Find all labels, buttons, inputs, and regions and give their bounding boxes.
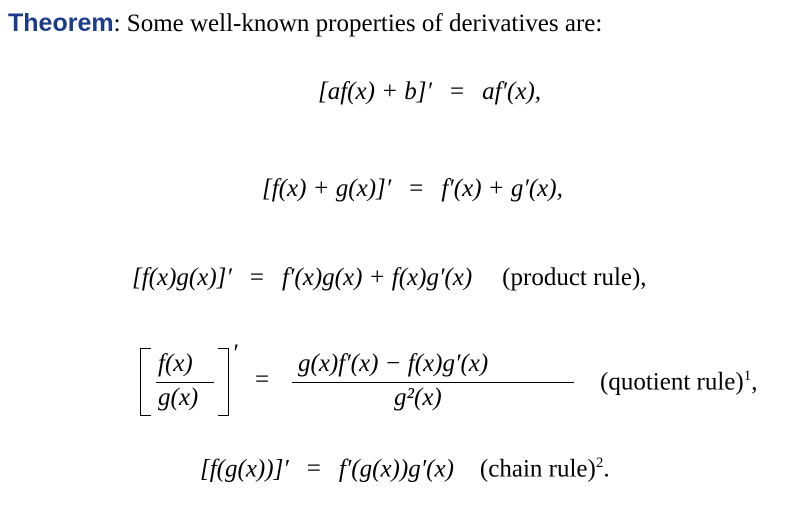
quotient-equals: = xyxy=(255,366,270,393)
chain-lhs: [f(g(x))]′ xyxy=(200,455,289,483)
equation-sum-rule xyxy=(262,175,563,203)
product-rule-note: (product rule), xyxy=(502,264,647,291)
linearity-equals: = xyxy=(450,78,465,105)
sum-rhs: f′(x) + g′(x), xyxy=(441,175,563,202)
product-lhs: [f(x)g(x)]′ xyxy=(132,264,232,291)
equation-chain-rule xyxy=(200,455,610,483)
quotient-rhs-fraction-bar xyxy=(292,382,574,383)
right-bracket xyxy=(218,348,229,416)
chain-rule-note: (chain rule) xyxy=(479,455,596,483)
quotient-note-group xyxy=(600,368,757,396)
sum-lhs: [f(x) + g(x)]′ xyxy=(262,175,392,202)
quotient-lhs xyxy=(140,340,240,420)
quotient-lhs-fraction-bar xyxy=(156,382,214,383)
left-bracket xyxy=(140,348,151,416)
chain-equals: = xyxy=(306,455,321,483)
product-equals: = xyxy=(249,264,264,291)
chain-trailing-period: . xyxy=(603,455,610,483)
quotient-trailing-comma: , xyxy=(751,368,758,396)
quotient-rhs xyxy=(292,340,574,420)
theorem-keyword: Theorem xyxy=(8,9,114,37)
quotient-lhs-denominator: g(x) xyxy=(158,384,199,411)
equation-product-rule xyxy=(132,264,647,292)
theorem-statement: : Some well-known properties of derivatives are: xyxy=(113,10,603,37)
quotient-rhs-numerator: g(x)f′(x) − f(x)g′(x) xyxy=(298,350,489,377)
quotient-footnote-marker: 1 xyxy=(743,368,752,384)
linearity-rhs: af′(x), xyxy=(482,78,542,105)
quotient-prime: ′ xyxy=(232,340,238,367)
product-rhs: f′(x)g(x) + f(x)g′(x) xyxy=(281,264,473,291)
linearity-lhs: [af(x) + b]′ xyxy=(318,78,432,105)
quotient-rhs-denominator: g²(x) xyxy=(394,384,442,411)
theorem-heading xyxy=(8,8,602,38)
quotient-rule-note: (quotient rule) xyxy=(600,368,744,396)
quotient-lhs-numerator: f(x) xyxy=(158,350,193,377)
chain-rhs: f′(g(x))g′(x) xyxy=(338,455,454,483)
equation-linearity xyxy=(318,78,541,106)
chain-footnote-marker: 2 xyxy=(595,455,604,471)
sum-equals: = xyxy=(409,175,424,202)
